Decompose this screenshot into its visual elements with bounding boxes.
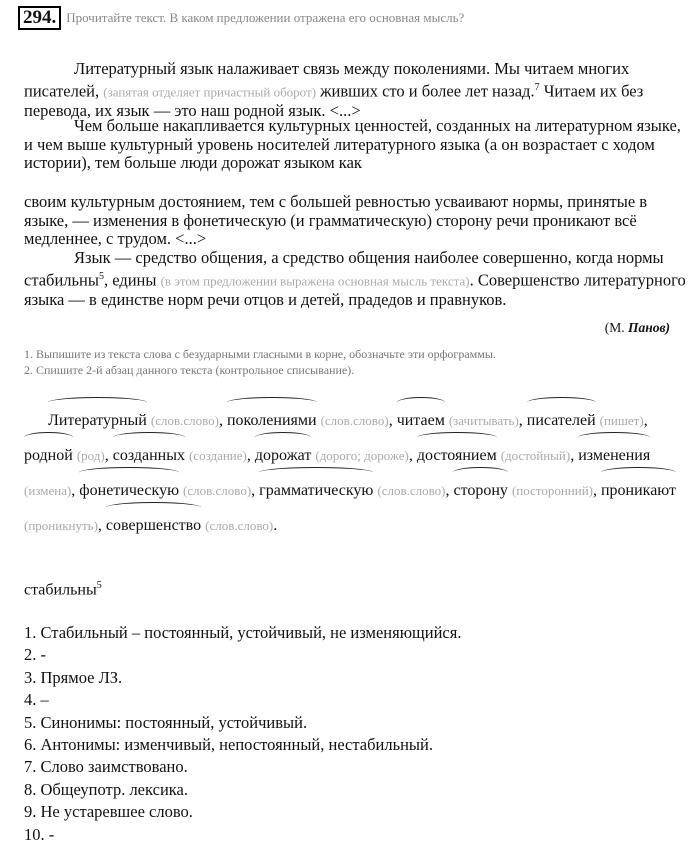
check-word: (слов.слово) xyxy=(150,413,219,428)
check-word: (слов.слово) xyxy=(205,518,274,533)
separator: , xyxy=(592,482,601,499)
list-item: 1. Стабильный – постоянный, устойчивый, не изменяющийся. xyxy=(24,623,462,642)
annotated-words xyxy=(24,403,684,543)
word-entry xyxy=(227,412,397,429)
separator: , xyxy=(445,482,454,499)
paragraph-3: своим культурным достоянием, тем с большей ревностью усваивают нормы, принятые в языке, — изменения в фонетическую (и грамматическую) сторону речи проникают всё медленнее, с трудом. <...> xyxy=(24,192,648,248)
list-item: 10. - xyxy=(24,824,55,844)
root-word: писателей xyxy=(527,403,596,438)
check-word: (пишет) xyxy=(599,413,644,428)
check-word: (слов.слово) xyxy=(320,413,389,428)
root-word: совершенство xyxy=(106,508,201,543)
list-item: 9. Не устаревшее слово. xyxy=(24,802,193,822)
annotation-note: (в этом предложении выражена основная мысль текста) xyxy=(160,273,470,288)
word-entry xyxy=(113,447,255,464)
root-word: фонетическую xyxy=(79,473,179,508)
text-segment: Литературный язык налаживает связь между поколениями. Мы читаем многих писателей, xyxy=(24,59,630,100)
text-segment: , едины xyxy=(103,270,161,289)
separator: , xyxy=(570,447,579,464)
word-entry xyxy=(48,412,227,429)
separator: , xyxy=(408,447,417,464)
root-word: родной xyxy=(24,438,73,473)
task-item: 2. Спишите 2-й абзац данного текста (контрольное списывание). xyxy=(24,363,355,377)
check-word: (слов.слово) xyxy=(377,483,446,498)
text-segment: Язык — средство общения, а средство общения наиболее совершенно, когда нормы стабильны xyxy=(24,248,664,289)
list-item: 2. - xyxy=(24,645,46,665)
root-word: созданных xyxy=(113,438,185,473)
word-entry xyxy=(417,447,578,464)
author-prefix: (М. xyxy=(604,320,628,335)
root-word: сторону xyxy=(453,473,507,508)
word-entry xyxy=(259,482,453,499)
list-item: 4. – xyxy=(24,690,49,710)
separator: , xyxy=(218,412,227,429)
check-word: (посторонний) xyxy=(511,483,593,498)
check-word: (измена) xyxy=(24,483,72,498)
text-segment: живших сто и более лет назад. xyxy=(316,81,535,100)
analysis-list xyxy=(24,622,461,846)
list-item: 8. Общеупотр. лексика. xyxy=(24,779,188,799)
check-word: (проникнуть) xyxy=(24,518,98,533)
root-word: дорожат xyxy=(255,438,311,473)
separator: , xyxy=(388,412,397,429)
paragraph-1 xyxy=(24,60,688,120)
root-word: поколениями xyxy=(227,403,317,438)
check-word: (дорого; дороже) xyxy=(315,448,409,463)
footnote-mark: 5 xyxy=(98,270,104,282)
root-word: Литературный xyxy=(48,403,147,438)
list-item: 7. Слово заимствовано. xyxy=(24,757,188,777)
author xyxy=(605,320,670,336)
exercise-header xyxy=(18,6,464,30)
check-word: (зачитывать) xyxy=(448,413,519,428)
list-item: 5. Синонимы: постоянный, устойчивый. xyxy=(24,712,308,732)
annotation-note: (запятая отделяет причастный оборот) xyxy=(103,84,317,99)
separator: , xyxy=(643,412,648,429)
root-word: читаем xyxy=(397,403,445,438)
separator: . xyxy=(273,517,278,534)
word-entry xyxy=(527,412,648,429)
check-word: (создание) xyxy=(188,448,247,463)
paragraph-4 xyxy=(24,249,688,309)
word-entry xyxy=(106,517,277,534)
word-entry xyxy=(397,412,527,429)
word-analysis-title xyxy=(24,580,102,599)
separator: , xyxy=(518,412,527,429)
separator: , xyxy=(246,447,255,464)
footnote-mark: 7 xyxy=(534,81,540,93)
check-word: (достойный) xyxy=(500,448,571,463)
root-word: проникают xyxy=(601,473,676,508)
word-entry xyxy=(24,447,113,464)
check-word: (слов.слово) xyxy=(183,483,252,498)
exercise-instruction: Прочитайте текст. В каком предложении отражена его основная мысль? xyxy=(66,10,465,25)
footnote-mark: 5 xyxy=(96,580,102,591)
task-list xyxy=(24,346,496,378)
root-word: изменения xyxy=(578,438,650,473)
word-entry xyxy=(453,482,601,499)
exercise-number: 294. xyxy=(18,6,61,30)
analysis-word: стабильны xyxy=(24,581,97,599)
list-item: 3. Прямое ЛЗ. xyxy=(24,667,123,687)
check-word: (род) xyxy=(76,448,105,463)
separator: , xyxy=(104,447,113,464)
separator: , xyxy=(71,482,80,499)
task-item: 1. Выпишите из текста слова с безударными гласными в корне, обозначьте эти орфограммы. xyxy=(24,347,496,361)
text-segment: Читаем их без перевода, их язык — это наш родной язык. <...> xyxy=(24,81,644,120)
list-item: 6. Антонимы: изменчивый, непостоянный, нестабильный. xyxy=(24,735,433,755)
separator: , xyxy=(97,517,106,534)
separator: , xyxy=(251,482,260,499)
author-name: Панов) xyxy=(627,320,670,335)
word-entry xyxy=(79,482,259,499)
root-word: достоянием xyxy=(417,438,497,473)
word-entry xyxy=(255,447,417,464)
paragraph-2: Чем больше накапливается культурных ценностей, созданных на литературном языке, и чем выше культурный уровень носителей литературного языка (а он возрастает с ходом истории), тем больше люди дорожат языком как xyxy=(24,116,681,172)
text-segment: . Совершенство литературного языка — в единстве норм речи отцов и детей, прадедов и правнуков. xyxy=(24,270,686,309)
root-word: грамматическую xyxy=(259,473,373,508)
